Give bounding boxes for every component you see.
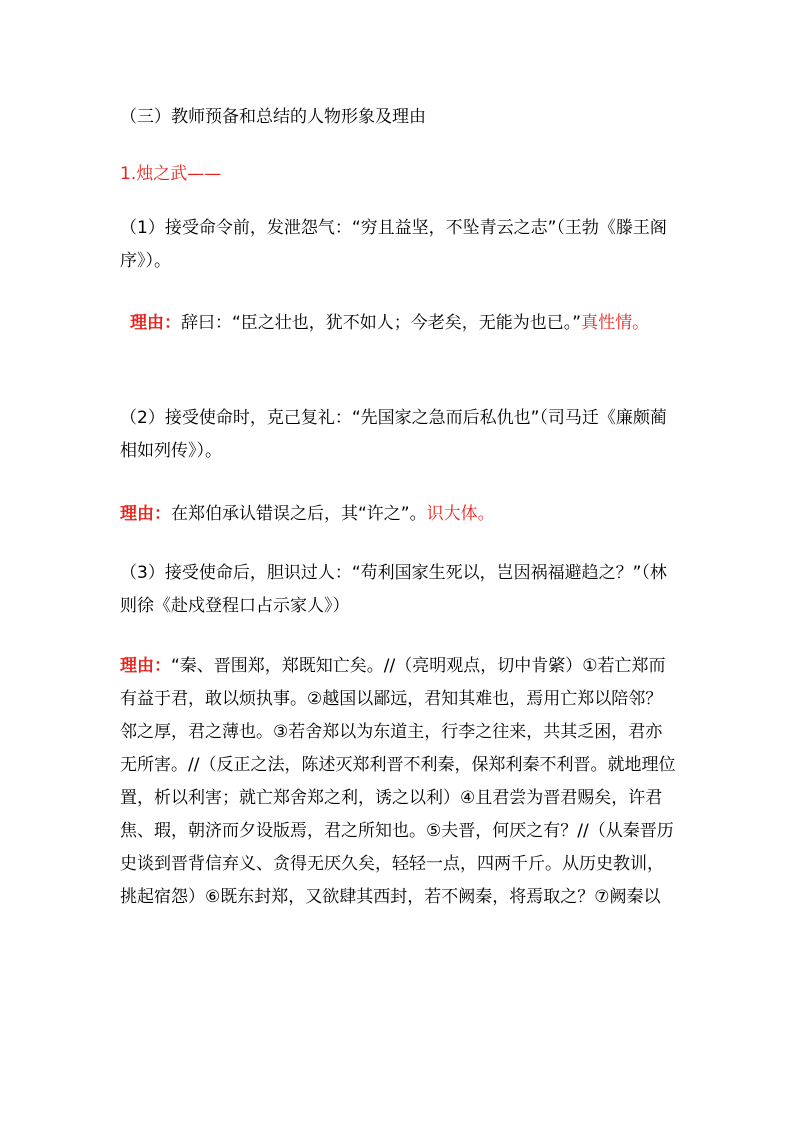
item-3-reason [120,650,676,914]
reason-label: 理由： [120,504,171,524]
item-2-reason [120,498,676,531]
reason-text: 辞曰：“臣之壮也，犹不如人；今老矣，无能为也已。” [181,313,582,333]
item-2-text: （2）接受使命时，克己复礼：“先国家之急而后私仇也”（司马迁《廉颇蔺相如列传》）。 [120,408,667,461]
item-1-reason [130,307,676,340]
item-1-text: （1）接受命令前，发泄怨气：“穷且益坚，不坠青云之志”（王勃《滕王阁序》）。 [120,218,667,271]
reason-text: 在郑伯承认错误之后，其“许之”。 [171,504,427,524]
reason-text: “秦、晋围郑，郑既知亡矣。//（亮明观点，切中肯綮）①若亡郑而有益于君，敢以烦执事。②越国以鄙远，君知其难也，焉用亡郑以陪邻？邻之厚，君之薄也。③若舍郑以为东道主，行李之往来，共其乏困，君亦无所害。//（反正之法，陈述灭郑利晋不利秦，保郑利秦不利晋。就地理位置，析以利害；就亡郑舍郑之利，诱之以利）④且君尝为晋君赐矣，许君焦、瑕，朝济而夕设版焉，君之所知也。⑤夫晋，何厌之有？//（从秦晋历史谈到晋背信弃义、贪得无厌久矣，轻轻一点，四两千斤。从历史教训，挑起宿怨）⑥既东封郑，又欲肆其西封，若不阙秦，将焉取之？⑦阙秦以 [120,656,676,907]
reason-label: 理由： [130,313,181,333]
reason-label: 理由： [120,656,171,676]
item-3-text: （3）接受使命后，胆识过人：“苟利国家生死以，岂因祸福避趋之？”（林则徐《赴戍登程口占示家人》） [120,563,667,616]
reason-conclusion: 真性情。 [581,313,650,333]
subsection-title: 1.烛之武—— [120,164,222,184]
section-heading: （三）教师预备和总结的人物形象及理由 [120,107,426,127]
reason-conclusion: 识大体。 [426,504,495,524]
